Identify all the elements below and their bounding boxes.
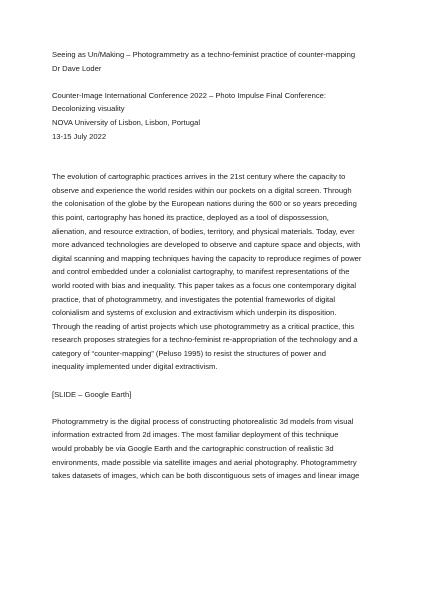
text-line: alienation, and resource extraction, of bodies, territory, and physical materials. Today, ever [52,226,355,236]
text-line: would probably be via Google Earth and the cartographic construction of realistic 3d [52,444,334,454]
text-line: practice, that of photogrammetry, and investigates the potential frameworks of digital [52,294,336,304]
text-line: Photogrammetry is the digital process of constructing photorealistic 3d models from visual [52,416,354,426]
text-line: environments, made possible via satellite images and aerial photography. Photogrammetry [52,457,357,467]
text-line: The evolution of cartographic practices arrives in the 21st century where the capacity to [52,172,346,182]
text-line: and control embedded under a colonialist cartography, to manifest representations of the [52,267,350,277]
conference-venue: NOVA University of Lisbon, Lisbon, Portugal [52,117,201,127]
text-line: this point, cartography has honed its practice, deployed as a tool of dispossession, [52,212,329,222]
abstract-paragraph [52,170,372,374]
conference-theme: Decolonizing visuality [52,104,125,114]
conference-name: Counter-Image International Conference 2022 – Photo Impulse Final Conference: [52,90,326,100]
body-paragraph [52,415,372,483]
author-name: Dr Dave Loder [52,63,102,73]
slide-note: [SLIDE – Google Earth] [52,389,132,399]
text-line: takes datasets of images, which can be both discontiguous sets of images and linear image [52,471,360,481]
text-line: the colonisation of the globe by the European nations during the 600 or so years preceding [52,199,357,209]
text-line: colonialism and systems of exclusion and extractivism which underpin its disposition. [52,308,337,318]
text-line: world rooted with bias and inequality. This paper takes as a focus one contemporary digital [52,280,357,290]
conference-dates: 13-15 July 2022 [52,131,107,141]
text-line: research proposes strategies for a techno-feminist re-appropriation of the technology and a [52,335,358,345]
paper-title: Seeing as Un/Making – Photogrammetry as a techno-feminist practice of counter-mapping [52,50,356,59]
text-line: category of “counter-mapping” (Peluso 1995) to resist the structures of power and [52,348,326,358]
text-line: Through the reading of artist projects which use photogrammetry as a critical practice, this [52,321,355,331]
text-line: digital scanning and mapping techniques having the capacity to reproduce regimes of power [52,253,362,263]
text-line: information extracted from 2d images. The most familiar deployment of this technique [52,430,339,440]
text-line: observe and experience the world resides within our pockets on a digital screen. Through [52,185,352,195]
text-line: more advanced technologies are developed to observe and capture space and objects, with [52,240,361,250]
text-line: inequality implemented under digital extractivism. [52,362,218,372]
